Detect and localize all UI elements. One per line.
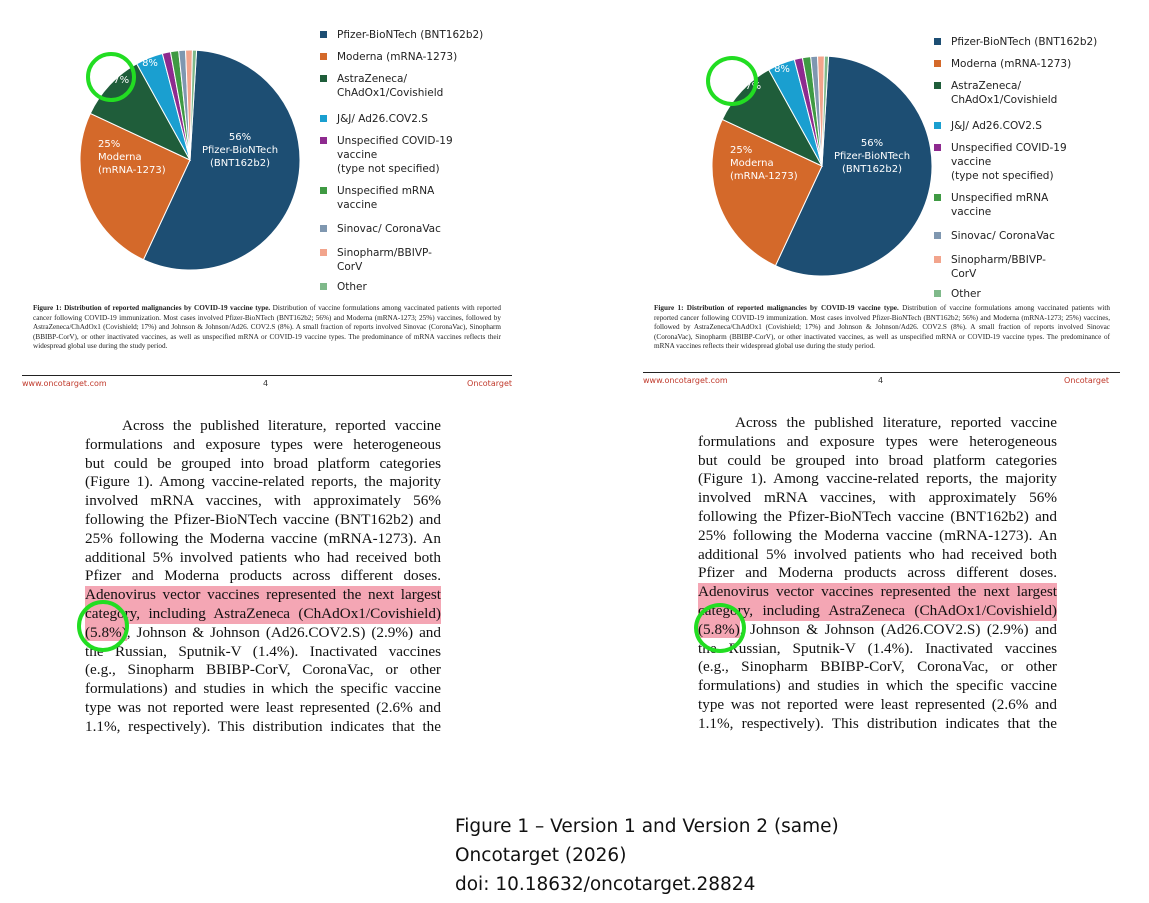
footer-rule <box>643 372 1120 373</box>
legend-swatch <box>934 144 941 151</box>
body-line <box>698 658 1057 677</box>
body-text-span: 1.1%, respectively). This distribution indicates that the <box>85 717 441 735</box>
body-text-span: involved mRNA vaccines, with approximately 56% <box>698 489 1057 507</box>
legend-label: AstraZeneca/ ChAdOx1/Covishield <box>951 80 1058 106</box>
legend-item <box>320 222 441 236</box>
legend-item <box>320 72 443 100</box>
legend-swatch <box>934 60 941 67</box>
highlight-circle-az <box>86 52 136 102</box>
body-paragraph <box>698 414 1057 734</box>
legend-label: Other <box>951 288 981 300</box>
legend-item <box>934 287 981 301</box>
comparison-caption <box>455 812 839 899</box>
legend-item <box>320 50 457 64</box>
legend-label: Sinovac/ CoronaVac <box>337 223 441 235</box>
highlight-circle-az <box>706 56 758 106</box>
body-text-span: but could be grouped into broad platform categories <box>698 451 1057 469</box>
footer-page-number: 4 <box>263 379 269 388</box>
body-line <box>698 602 1057 621</box>
body-line <box>85 455 441 474</box>
body-line <box>85 643 441 662</box>
body-line <box>85 661 441 680</box>
body-line <box>698 621 1057 640</box>
body-line <box>85 549 441 568</box>
legend-label: Sinopharm/BBIVP- CorV <box>337 247 432 273</box>
legend-swatch <box>320 75 327 82</box>
body-text-span: formulations and exposure types were heterogeneous <box>85 435 441 453</box>
legend-item <box>934 35 1097 49</box>
legend-label: Unspecified COVID-19 vaccine (type not specified) <box>951 142 1067 182</box>
page-footer <box>643 376 1109 388</box>
legend-swatch <box>320 115 327 122</box>
body-line <box>85 699 441 718</box>
body-line <box>85 417 441 436</box>
highlighted-text: category, including AstraZeneca (ChAdOx1/Covishield) <box>85 604 441 622</box>
body-text-span: Pfizer and Moderna products across different doses. <box>698 564 1057 582</box>
body-text-span: Across the published literature, reported vaccine <box>122 417 441 434</box>
body-text-span: the Russian, Sputnik-V (1.4%). Inactivated vaccines <box>85 642 441 660</box>
highlighted-text: Adenovirus vector vaccines represented the next largest <box>698 583 1057 601</box>
footer-journal: Oncotarget <box>1064 376 1109 385</box>
legend-item <box>934 253 1046 281</box>
legend-item <box>934 119 1042 133</box>
footer-site: www.oncotarget.com <box>643 376 728 385</box>
legend-item <box>320 184 434 212</box>
body-line <box>698 583 1057 602</box>
legend-swatch <box>934 290 941 297</box>
legend-label: Moderna (mRNA-1273) <box>337 51 458 63</box>
body-line <box>85 492 441 511</box>
caption-bold: Figure 1: Distribution of reported malignancies by COVID-19 vaccine type. <box>654 304 899 312</box>
pie-label-moderna: 25% Moderna (mRNA-1273) <box>730 145 798 182</box>
body-line <box>698 508 1057 527</box>
figure-caption <box>33 304 501 352</box>
body-line <box>85 605 441 624</box>
body-line <box>85 718 441 737</box>
body-text-span: the Russian, Sputnik-V (1.4%). Inactivated vaccines <box>698 639 1057 657</box>
body-line <box>85 511 441 530</box>
body-text-span: following the Pfizer-BioNTech vaccine (BNT162b2) and <box>85 510 441 528</box>
legend-swatch <box>320 283 327 290</box>
body-line <box>85 624 441 643</box>
legend-item <box>934 191 1048 219</box>
body-line <box>698 546 1057 565</box>
legend-item <box>320 280 367 294</box>
footer-page-number: 4 <box>878 376 884 385</box>
body-line <box>698 414 1057 433</box>
legend-label: Unspecified mRNA vaccine <box>337 185 435 211</box>
body-text-span: additional 5% involved patients who had received both <box>85 548 441 566</box>
legend-item <box>320 134 453 176</box>
legend-item <box>934 229 1055 243</box>
body-line <box>85 567 441 586</box>
chart-legend <box>320 28 520 298</box>
pie-label-az: AZ 17% <box>106 62 130 86</box>
pie-chart <box>40 10 340 310</box>
body-text-span: formulations) and studies in which the specific vaccine <box>85 680 441 698</box>
pie-label-pfizer: 56% Pfizer-BioNTech (BNT162b2) <box>201 132 279 169</box>
body-paragraph <box>85 417 441 737</box>
legend-swatch <box>934 38 941 45</box>
body-text-span: 25% following the Moderna vaccine (mRNA-1273). An <box>85 529 441 547</box>
comparison-caption-line-3: doi: 10.18632/oncotarget.28824 <box>455 874 756 895</box>
body-line <box>698 527 1057 546</box>
highlight-circle-percentage <box>77 600 129 652</box>
page-footer <box>22 379 512 391</box>
legend-item <box>320 112 428 126</box>
legend-label: J&J/ Ad26.COV2.S <box>337 113 428 125</box>
caption-rest: Distribution of vaccine formulations among vaccinated patients with reported cancer following COVID-19 immunization. Most cases involved Pfizer-BioNTech (BNT162b2; 56%) and Moderna (mRNA-1273; 25%) vaccines, followed by AstraZeneca/ChAdOx1 (Covishield; 17%) and Johnson & Johnson/Ad26. COV2.S (8%). A small fraction of reports involved Sinovac (CoronaVac), Sinopharm (BBIBP-CorV), or other inactivated vaccines, as well as unspecified mRNA or COVID-19 vaccine types. The predominance of mRNA vaccines reflects their widespread global use during the study period. <box>654 304 1110 351</box>
body-line <box>698 696 1057 715</box>
legend-swatch <box>934 256 941 263</box>
legend-swatch <box>320 187 327 194</box>
legend-swatch <box>934 232 941 239</box>
highlighted-text: Adenovirus vector vaccines represented the next largest <box>85 586 441 604</box>
footer-journal: Oncotarget <box>467 379 512 388</box>
legend-label: Pfizer-BioNTech (BNT162b2) <box>337 29 484 41</box>
body-text-span: Across the published literature, reported vaccine <box>735 414 1057 431</box>
body-text-span: formulations and exposure types were heterogeneous <box>698 432 1057 450</box>
body-line <box>698 564 1057 583</box>
body-text-span: 1.1%, respectively). This distribution indicates that the <box>698 714 1057 732</box>
comparison-caption-line-1: Figure 1 – Version 1 and Version 2 (same) <box>455 816 839 837</box>
body-text-span: 25% following the Moderna vaccine (mRNA-1273). An <box>698 526 1057 544</box>
legend-swatch <box>934 82 941 89</box>
body-text-span: , Johnson & Johnson (Ad26.COV2.S) (2.9%) and <box>126 623 441 641</box>
legend-item <box>320 246 432 274</box>
pie-label-moderna: 25% Moderna (mRNA-1273) <box>98 139 166 176</box>
pie-label-pfizer: 56% Pfizer-BioNTech (BNT162b2) <box>833 138 911 175</box>
legend-label: Sinopharm/BBIVP- CorV <box>951 254 1046 280</box>
legend-label: Sinovac/ CoronaVac <box>951 230 1055 242</box>
footer-site: www.oncotarget.com <box>22 379 107 388</box>
version-2-panel <box>620 0 1149 760</box>
legend-label: Other <box>337 281 367 293</box>
legend-item <box>934 57 1071 71</box>
legend-label: Unspecified mRNA vaccine <box>951 192 1049 218</box>
legend-label: Pfizer-BioNTech (BNT162b2) <box>951 36 1098 48</box>
highlighted-text: (5.8%) <box>85 623 127 641</box>
highlighted-text: (5.8%) <box>698 620 740 638</box>
body-text-span: type was not reported were least represented (2.6% and <box>85 698 441 716</box>
legend-label: J&J/ Ad26.COV2.S <box>951 120 1042 132</box>
body-text-span: , Johnson & Johnson (Ad26.COV2.S) (2.9%) and <box>739 620 1057 638</box>
body-text-span: but could be grouped into broad platform categories <box>85 454 441 472</box>
legend-swatch <box>320 53 327 60</box>
legend-swatch <box>320 137 327 144</box>
body-text-span: following the Pfizer-BioNTech vaccine (BNT162b2) and <box>698 507 1057 525</box>
body-line <box>698 433 1057 452</box>
legend-item <box>934 79 1057 107</box>
footer-rule <box>22 375 512 376</box>
highlight-circle-percentage <box>694 603 746 653</box>
body-line <box>698 452 1057 471</box>
body-text-span: (Figure 1). Among vaccine-related reports, the majority <box>85 473 441 491</box>
chart-legend <box>934 35 1134 305</box>
body-text-span: (e.g., Sinopharm BBIBP-CorV, CoronaVac, or other <box>698 658 1057 676</box>
body-text-span: Pfizer and Moderna products across different doses. <box>85 567 441 585</box>
body-line <box>85 680 441 699</box>
caption-rest: Distribution of vaccine formulations among vaccinated patients with reported cancer following COVID-19 immunization. Most cases involved Pfizer-BioNTech (BNT162b2; 56%) and Moderna (mRNA-1273; 25%) vaccines, followed by AstraZeneca/ChAdOx1 (Covishield; 17%) and Johnson & Johnson/Ad26. COV2.S (8%). A small fraction of reports involved Sinovac (CoronaVac), Sinopharm (BBIBP-CorV), or other inactivated vaccines, as well as unspecified mRNA or COVID-19 vaccine types. The predominance of mRNA vaccines reflects their widespread global use during the study period. <box>33 304 501 351</box>
body-text-span: type was not reported were least represented (2.6% and <box>698 695 1057 713</box>
body-line <box>85 473 441 492</box>
pie-label-jj: JJ 8% <box>142 45 158 69</box>
legend-swatch <box>320 249 327 256</box>
body-line <box>698 640 1057 659</box>
version-1-panel <box>0 0 560 760</box>
body-line <box>698 470 1057 489</box>
legend-swatch <box>934 194 941 201</box>
body-line <box>85 530 441 549</box>
legend-item <box>934 141 1067 183</box>
body-text-span: formulations) and studies in which the specific vaccine <box>698 677 1057 695</box>
body-line <box>698 489 1057 508</box>
legend-swatch <box>320 225 327 232</box>
caption-bold: Figure 1: Distribution of reported malignancies by COVID-19 vaccine type. <box>33 304 271 312</box>
body-line <box>698 715 1057 734</box>
body-text-span: (Figure 1). Among vaccine-related reports, the majority <box>698 470 1057 488</box>
legend-label: Unspecified COVID-19 vaccine (type not specified) <box>337 135 453 175</box>
pie-label-jj: JJ 8% <box>774 51 790 75</box>
body-text-span: involved mRNA vaccines, with approximately 56% <box>85 492 441 510</box>
pie-label-az: AZ 17% <box>738 68 762 92</box>
body-line <box>85 586 441 605</box>
legend-swatch <box>934 122 941 129</box>
comparison-caption-line-2: Oncotarget (2026) <box>455 845 627 866</box>
body-line <box>698 677 1057 696</box>
highlighted-text: category, including AstraZeneca (ChAdOx1/Covishield) <box>698 601 1057 619</box>
legend-label: Moderna (mRNA-1273) <box>951 58 1072 70</box>
legend-item <box>320 28 483 42</box>
legend-label: AstraZeneca/ ChAdOx1/Covishield <box>337 73 444 99</box>
legend-swatch <box>320 31 327 38</box>
body-line <box>85 436 441 455</box>
figure-caption <box>654 304 1110 352</box>
body-text-span: additional 5% involved patients who had received both <box>698 545 1057 563</box>
body-text-span: (e.g., Sinopharm BBIBP-CorV, CoronaVac, or other <box>85 661 441 679</box>
